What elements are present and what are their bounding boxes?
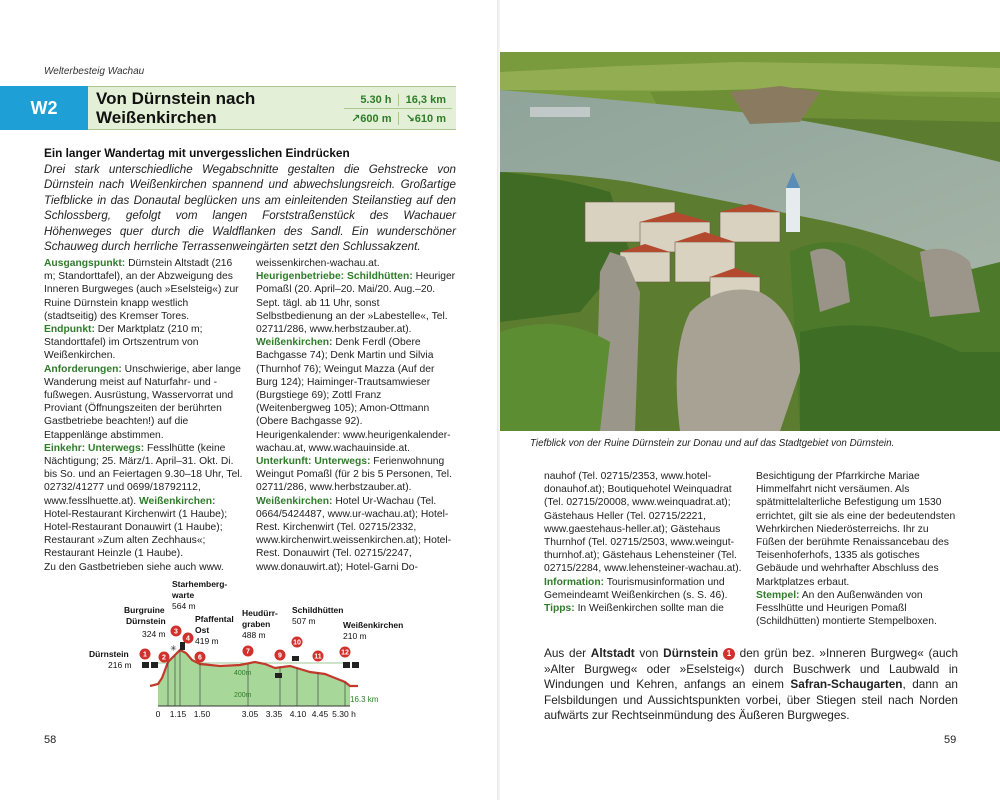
body-duernstein: Dürnstein	[663, 646, 719, 660]
label-burgruine-alt: 324 m	[142, 629, 166, 639]
hotel-icon-start	[151, 662, 158, 668]
body-text-3: den grün bez. »Inneren Burgweg« (auch »Alter Burgweg« oder »Eselsteig«) durch Buschwerk und Laubwald in Windungen und Kehren, anfangs an einem	[544, 646, 959, 691]
page-number-right: 59	[944, 734, 957, 746]
text-endpunkt: Der Marktplatz (210 m; Standorttafel) im Ortszentrum von Weißenkirchen.	[44, 324, 203, 362]
body-text-4: , dann an Felsbildungen und Aussichtspunkten vorbei, über Stiegen steil nach Norden aufwärts zur Rechtseinmündung des Äußeren Burgweges.	[544, 677, 958, 722]
title-box	[88, 86, 456, 130]
page-number-left: 58	[44, 734, 57, 746]
running-head: Welterbesteig Wachau	[44, 66, 145, 77]
bus-icon-start	[142, 662, 149, 668]
label-schild-alt: 507 m	[292, 616, 316, 626]
label-heudurr-2: graben	[242, 619, 271, 629]
text-unterkunft: Ferienwohnung Weingut Pomaßl (für 2 bis 5 Personen, Tel. 02711/286, www.herbstzauber.at).	[256, 456, 452, 494]
waypoint-4-label: 4	[186, 635, 190, 643]
route-description	[544, 646, 958, 724]
church-tower	[786, 188, 800, 232]
info-column-1	[44, 257, 244, 574]
label-total-distance: 16.3 km	[350, 695, 379, 704]
intro-heading: Ein langer Wandertag mit unvergesslichen Eindrücken	[44, 146, 350, 160]
waypoint-3-label: 3	[174, 628, 178, 636]
label-weissenkirchen: Weißenkirchen:	[139, 495, 216, 507]
tick-5: 4.10	[289, 709, 307, 719]
info-column-4	[756, 470, 956, 628]
tick-2: 1.50	[193, 709, 211, 719]
label-duernstein-alt: 216 m	[108, 660, 132, 670]
viewpoint-icon: ✳	[170, 644, 177, 653]
distance: 16,3 km	[398, 94, 453, 106]
text-einkehr: Fesslhütte (keine Nächtigung; 25. März/1. April–31. Okt. Di. bis So. und an Feiertagen 9.30–18 Uhr, Tel. 02732/41277 und 0699/18792112, www.fesslhuette.at).	[44, 442, 243, 507]
duration: 5.30 h	[360, 93, 392, 106]
info-column-2	[256, 257, 456, 574]
waypoint-12-label: 12	[341, 649, 349, 657]
elevation-profile	[89, 576, 440, 726]
label-tipps: Tipps:	[544, 603, 575, 615]
grid-label-400: 400m	[234, 670, 252, 677]
tick-0: 0	[155, 709, 161, 719]
tick-6: 4.45	[311, 709, 329, 719]
body-altstadt: Altstadt	[590, 646, 635, 660]
route-title	[96, 89, 326, 127]
waypoint-11-label: 11	[314, 653, 322, 661]
tower-icon	[180, 642, 185, 650]
bus-icon-end	[343, 662, 350, 668]
label-weissenkirchen-3: Weißenkirchen:	[256, 495, 333, 507]
waypoint-marker-1: 1	[723, 648, 735, 660]
label-heudurr: Heudürr-	[242, 608, 278, 618]
label-weissenkirchen-alt: 210 m	[343, 631, 367, 641]
info-column-3	[544, 470, 744, 615]
intro-text: Drei stark unterschiedliche Wegabschnitte gestalten die Gehstrecke von Dürnstein nach Weißenkirchen spannend und abwechslungsreich. Großartige Tiefblicke in das Donautal beglücken uns am einleitenden Steilanstieg auf den Schlossberg, gefolgt vom langen Forststraßenstück des Wachauer Höhenweges quer durch die Waldflanken des Sandl. Ein wunderschöner Schauweg durch herrliche Terrassenweingärten setzt den Schlussakzent.	[44, 162, 456, 253]
text-ausgangspunkt: Dürnstein Altstadt (216 m; Standorttafel), an der Abzweigung des Inneren Burgweges (auch »Eselsteig«) zur Ruine Dürnstein knapp westlich (stadtseitig) des Kremser Tores.	[44, 258, 239, 322]
label-pfaffental-alt: 419 m	[195, 636, 219, 646]
text-kalender: Heurigenkalender: www.heurigenkalender-wachau.at, www.wachauinside.at.	[256, 429, 451, 454]
descent: ↘610 m	[398, 112, 453, 125]
label-endpunkt: Endpunkt:	[44, 324, 95, 336]
text-information: Tourismusinformation und Gemeindeamt Weißenkirchen (s. S. 46).	[544, 576, 728, 601]
waypoint-2-label: 2	[162, 654, 166, 662]
text-weissenkirchen-3: Hotel Ur-Wachau (Tel. 0664/5424487, www.ur-wachau.at); Hotel-Rest. Kirchenwirt (Tel. 02715/2332, www.kirchenwirt.weissenkirchen.at); Hotel-Rest. Donauwirt (Tel. 02715/2247, www.donauwirt.at); Hotel-Garni Do-	[256, 495, 452, 573]
hut-icon	[275, 673, 282, 678]
grid-label-200: 200m	[234, 692, 252, 699]
tick-1: 1.15	[169, 709, 187, 719]
tick-4: 3.35	[265, 709, 283, 719]
waypoint-9-label: 9	[278, 652, 282, 660]
text-weissenkirchen-2: Denk Ferdl (Obere Bachgasse 74); Denk Martin und Silvia (Thurnhof 76); Weingut Mazza (Auf der Burg 124); Haiminger-Trautsamwieser (Burgstiege 69); Zottl Franz (Weitenbergweg 105); Amon-Ottmann (Obere Bachgasse 92).	[256, 337, 435, 428]
waypoint-10-label: 10	[293, 639, 301, 647]
tick-7: 5.30 h	[332, 709, 356, 719]
label-starhemberg: Starhemberg-	[172, 579, 228, 589]
waypoint-7-label: 7	[246, 648, 250, 656]
route-stats	[344, 91, 452, 127]
waypoint-1-label: 1	[143, 651, 147, 659]
label-ausgangspunkt: Ausgangspunkt:	[44, 258, 126, 269]
text-tipps: In Weißenkirchen sollte man die	[574, 603, 724, 615]
heurigen-icon	[292, 656, 299, 661]
text-url: weissenkirchen-wachau.at.	[256, 258, 380, 269]
label-einkehr: Einkehr: Unterwegs:	[44, 442, 145, 454]
photo-caption: Tiefblick von der Ruine Dürnstein zur Donau und auf das Stadtgebiet von Dürnstein.	[530, 438, 895, 449]
label-weissenkirchen-2: Weißenkirchen:	[256, 337, 333, 349]
label-starhemberg-2: warte	[172, 590, 195, 600]
photo-duernstein	[500, 52, 1000, 431]
left-page	[0, 0, 498, 800]
body-text-2: von	[634, 646, 664, 660]
label-heurigen: Heurigenbetriebe: Schildhütten:	[256, 271, 413, 283]
text-weissenkirchen: Hotel-Restaurant Kirchenwirt (1 Haube); Hotel-Restaurant Donauwirt (1 Haube); Restaurant »Zum alten Zechhaus«; Restaurant Heinzle (1 Haube).	[44, 508, 228, 560]
label-burgruine: Burgruine	[124, 605, 165, 615]
label-unterkunft: Unterkunft: Unterwegs:	[256, 456, 371, 468]
text-anforderungen: Unschwierige, aber lange Wanderung meist auf Naturfahr- und -fußwegen. Ausrüstung, Wasservorrat und Proviant (Öffnungszeiten der berührten Gastbetriebe beachten!) auf die Etappenlänge abstimmen.	[44, 363, 241, 441]
intro	[44, 146, 456, 255]
label-duernstein: Dürnstein	[89, 649, 129, 659]
text-stempel: An den Außenwänden von Fesslhütte und Heurigen Pomaßl (Schildhütten) montierte Stempelboxen.	[756, 589, 937, 628]
riverboat	[530, 107, 590, 117]
text-gastbetriebe: Zu den Gastbetrieben siehe auch www.	[44, 561, 224, 573]
label-information: Information:	[544, 576, 605, 588]
label-burgruine-2: Dürnstein	[126, 616, 166, 626]
label-pfaffental-2: Ost	[195, 625, 210, 635]
text-heurigen: Heuriger Pomaßl (20. April–20. Mai/20. Aug.–20. Sept. tägl. ab 11 Uhr, sonst Selbstbedienung an der »Labestelle«, Tel. 02711/286, www.herbstzauber.at).	[256, 271, 456, 336]
route-title-line1: Von Dürnstein nach	[96, 89, 256, 108]
label-stempel: Stempel:	[756, 589, 800, 601]
label-schild: Schildhütten	[292, 605, 344, 615]
label-pfaffental: Pfaffental	[195, 614, 234, 624]
label-starhemberg-alt: 564 m	[172, 601, 196, 611]
rock-formation	[677, 290, 800, 432]
right-page	[500, 0, 1000, 800]
tick-3: 3.05	[241, 709, 259, 719]
ascent: ↗600 m	[351, 112, 392, 125]
body-text-1: Aus der	[544, 646, 591, 660]
text-unterkunft-cont: nauhof (Tel. 02715/2353, www.hotel-donauhof.at); Boutiquehotel Weinquadrat (Tel. 02715/20008, www.weinquadrat.at); Gästehaus Heller (Tel. 02715/2221, www.gaestehaus-heller.at); Gästehaus Thurnhof (Tel. 02715/2503, www.weingut-thurnhof.at); Gästehaus Lehensteiner (Tel. 02715/2284, www.lehensteiner-wachau.at).	[544, 471, 742, 575]
hotel-icon-end	[352, 662, 359, 668]
label-weissenkirchen-profile: Weißenkirchen	[343, 620, 404, 630]
route-badge: W2	[0, 86, 88, 130]
text-pfarrkirche: Besichtigung der Pfarrkirche Mariae Himmelfahrt nicht versäumen. Als spätmittelalterliche Befestigung um 1530 errichtet, gilt sie als eine der bedeutendsten Wehrkirchen Niederösterreichs. Ihr zu Füßen der berühmte Renaissancebau des Teisenhoferhofs, 1335 als gotisches Gebäude und wehrhafter Abschluss des Marktplatzes erbaut.	[756, 471, 956, 588]
route-title-line2: Weißenkirchen	[96, 108, 217, 127]
label-anforderungen: Anforderungen:	[44, 363, 122, 375]
body-safran: Safran-Schaugarten	[790, 677, 903, 691]
waypoint-6-label: 6	[198, 654, 202, 662]
label-heudurr-alt: 488 m	[242, 630, 266, 640]
